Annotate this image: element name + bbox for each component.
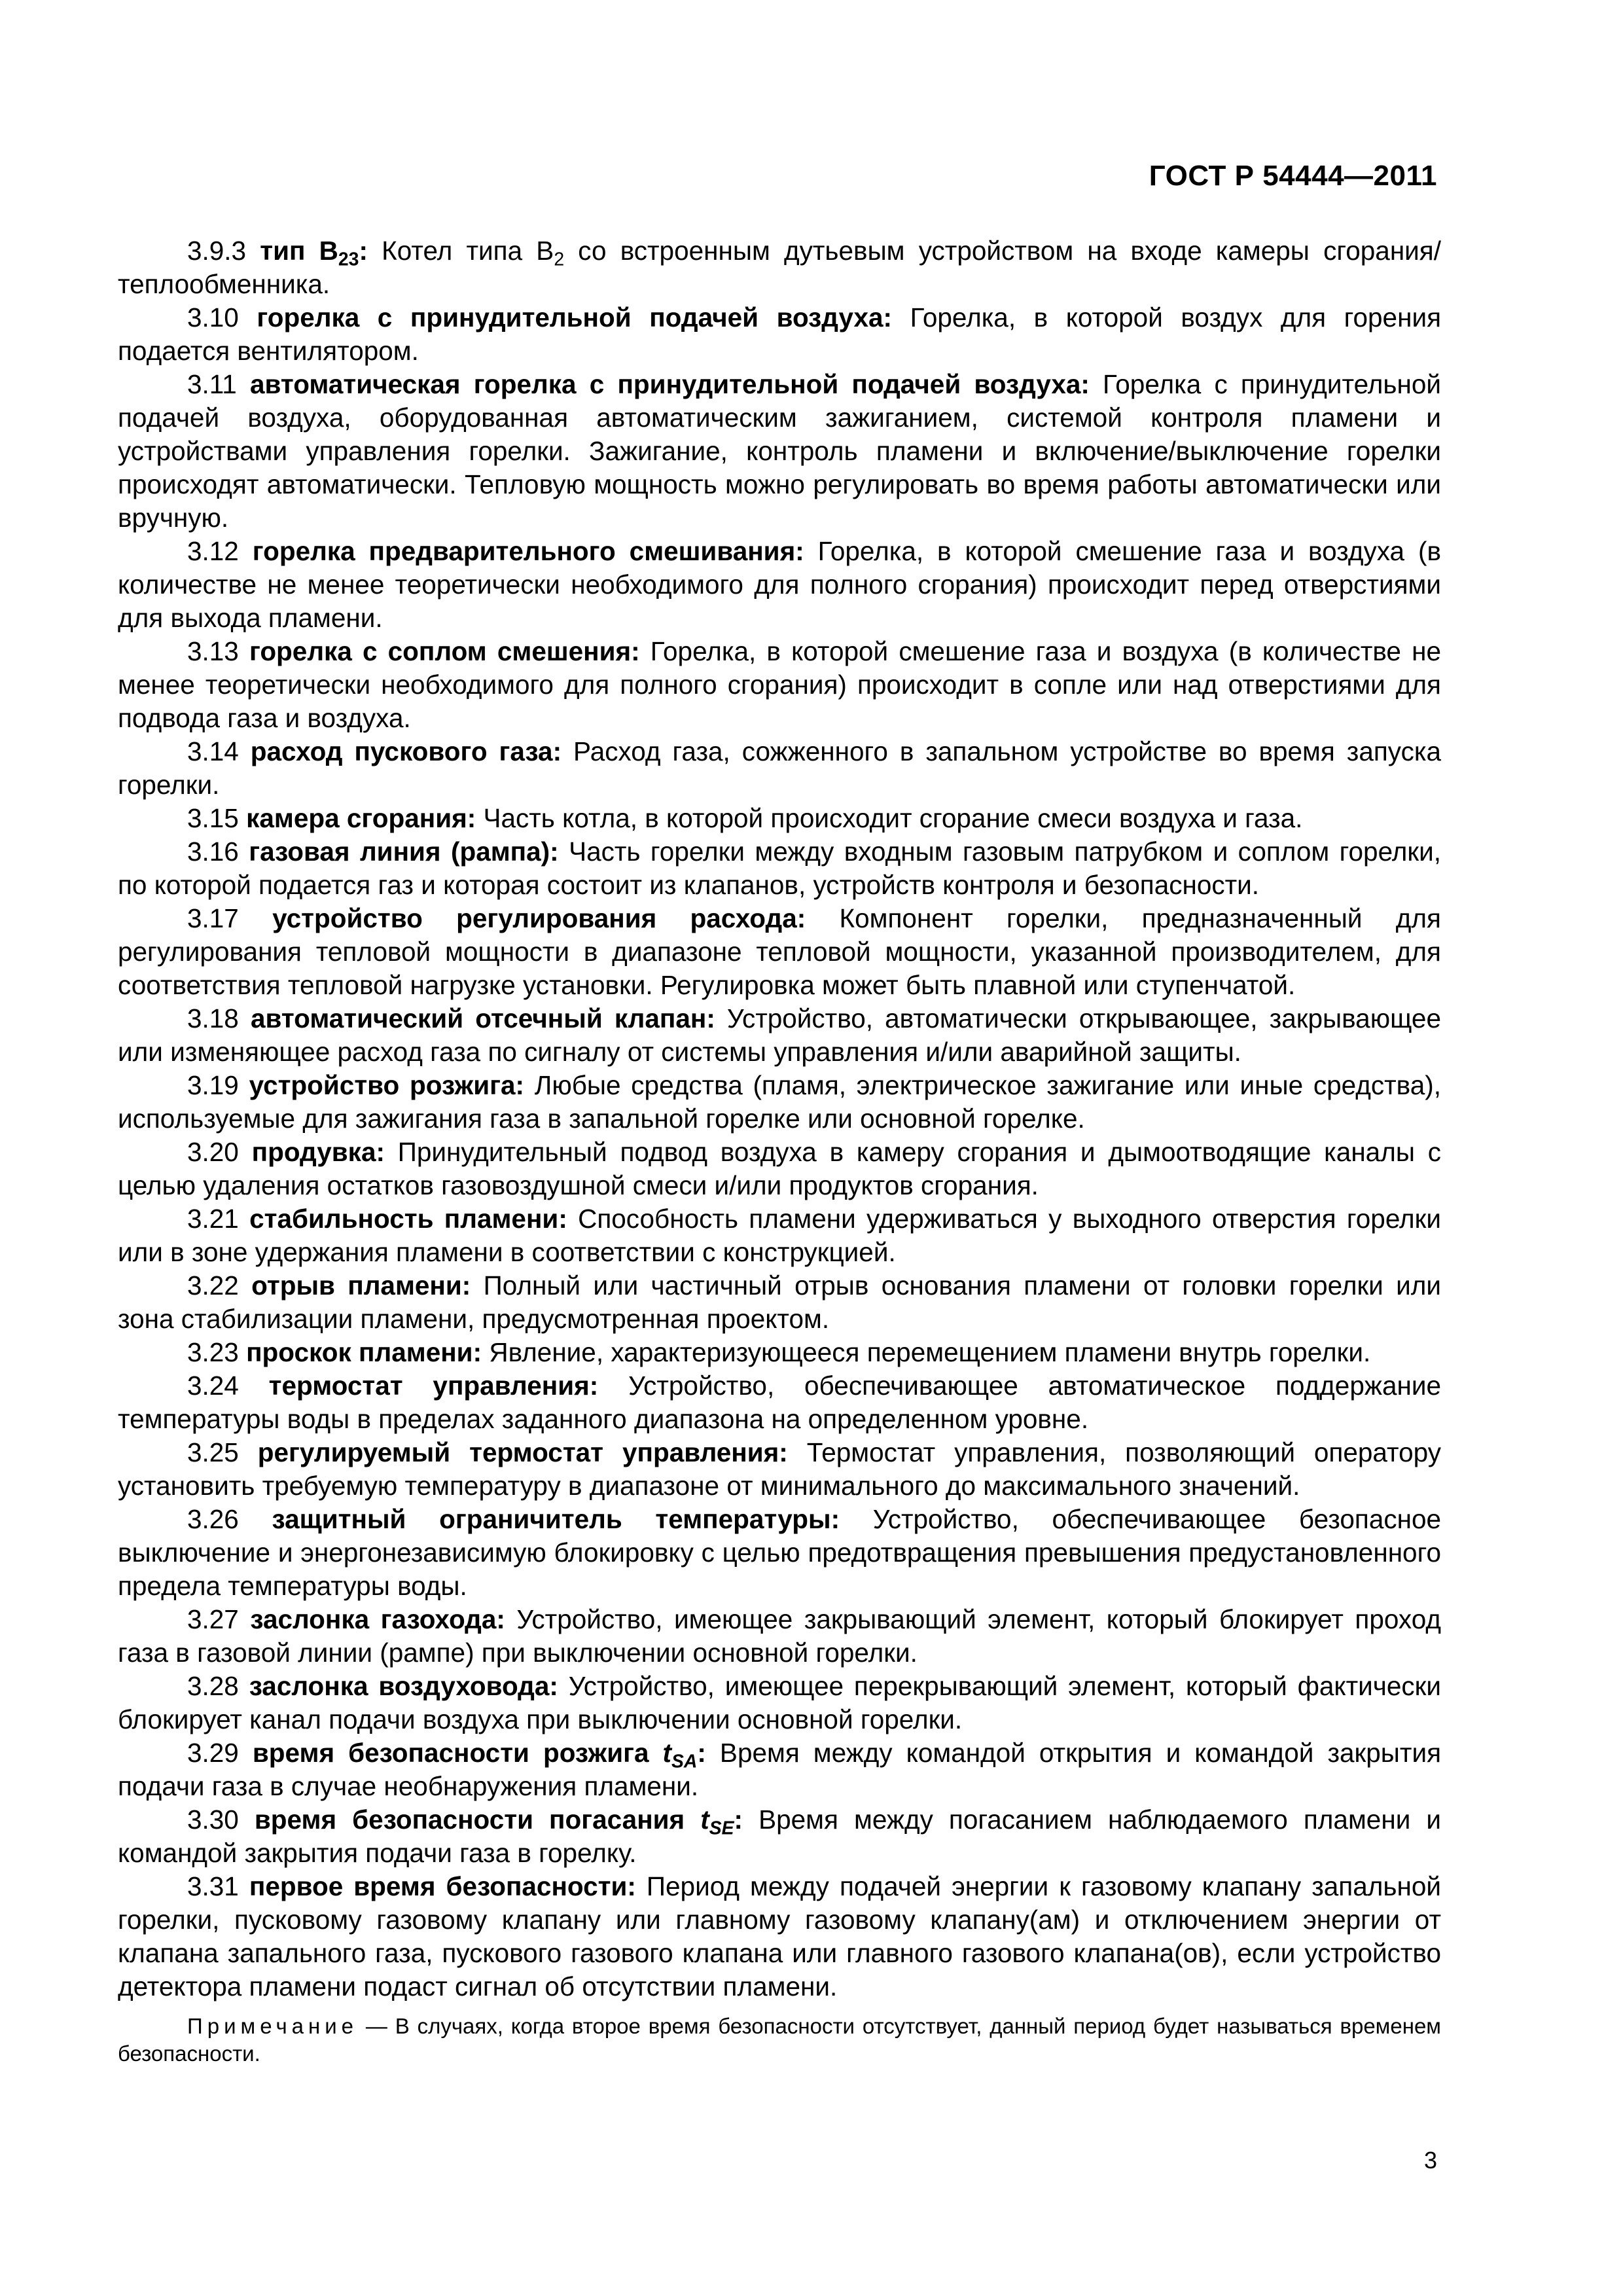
definition-term: проскок пламени: <box>246 1337 482 1367</box>
definition-3-29: 3.29 время безопасности розжига $t_{SA}$: Время между командой открытия и командой закрытия подачи газа в случае необнаружения пламени. <box>118 1738 1441 1801</box>
definition-text: Горелка, в которой смешение газа и воздуха (в количестве не менее теоретически необходимого для полного сгорания) происходит перед отверстиями для выхода пламени. <box>118 536 1441 633</box>
definition-term: заслонка газохода: <box>250 1604 505 1634</box>
definition-text: Устройство, обеспечивающее автоматическое поддержание температуры воды в пределах заданного диапазона на определенном уровне. <box>118 1371 1441 1434</box>
definition-term: термостат управления: <box>268 1371 599 1401</box>
definition-3-17: 3.17 устройство регулирования расхода: Компонент горелки, предназначенный для регулирования тепловой мощности в диапазоне тепловой мощности, указанной производителем, для соответствия тепловой нагрузке установки. Регулировка может быть плавной или ступенчатой. <box>118 903 1441 1000</box>
definition-term: отрыв пламени: <box>251 1270 471 1300</box>
definition-text: Принудительный подвод воздуха в камеру сгорания и дымоотводящие каналы с целью удаления остатков газовоздушной смеси и/или продуктов сгорания. <box>118 1137 1441 1200</box>
definition-3-13: 3.13 горелка с соплом смешения: Горелка, в которой смешение газа и воздуха (в количестве не менее теоретически необходимого для полного сгорания) происходит в сопле или над отверстиями для подвода газа и воздуха. <box>118 636 1441 733</box>
definition-term: устройство розжига: <box>249 1070 525 1100</box>
document-code: ГОСТ Р 54444—2011 <box>1149 160 1437 192</box>
definition-3-19: 3.19 устройство розжига: Любые средства (пламя, электрическое зажигание или иные средства), используемые для зажигания газа в запальной горелке или основной горелке. <box>118 1070 1441 1134</box>
definition-term: горелка предварительного смешивания: <box>252 536 804 566</box>
definition-text: Способность пламени удерживаться у выходного отверстия горелки или в зоне удержания пламени в соответствии с конструкцией. <box>118 1204 1441 1267</box>
definition-term: защитный ограничитель температуры: <box>272 1504 840 1534</box>
definition-text: Компонент горелки, предназначенный для регулирования тепловой мощности в диапазоне тепловой мощности, указанной производителем, для соответствия тепловой нагрузке установки. Регулировка может быть плавной или ступенчатой. <box>118 903 1441 1000</box>
definition-term: горелка с принудительной подачей воздуха: <box>257 302 893 332</box>
definition-3-28: 3.28 заслонка воздуховода: Устройство, имеющее перекрывающий элемент, который фактически блокирует канал подачи воздуха при выключении основной горелки. <box>118 1671 1441 1734</box>
definition-term: горелка с соплом смешения: <box>249 636 640 666</box>
definition-text: Устройство, автоматически открывающее, закрывающее или изменяющее расход газа по сигналу от системы управления и/или аварийной защиты. <box>118 1003 1441 1067</box>
definition-3-26: 3.26 защитный ограничитель температуры: Устройство, обеспечивающее безопасное выключение и энергонезависимую блокировку с целью предотвращения превышения предустановленного предела температуры воды. <box>118 1504 1442 1601</box>
definition-3-14: 3.14 расход пускового газа: Расход газа, сожженного в запальном устройстве во время запуска горелки. <box>118 736 1441 800</box>
definition-term: устройство регулирования расхода: <box>272 903 806 933</box>
definition-term: продувка: <box>251 1137 385 1167</box>
definition-3-24: 3.24 термостат управления: Устройство, обеспечивающее автоматическое поддержание температуры воды в пределах заданного диапазона на определенном уровне. <box>118 1371 1441 1434</box>
definition-3-25: 3.25 регулируемый термостат управления: Термостат управления, позволяющий оператору установить требуемую температуру в диапазоне от минимального до максимального значений. <box>118 1437 1441 1501</box>
definition-text: Устройство, обеспечивающее безопасное выключение и энергонезависимую блокировку с целью предотвращения превышения предустановленного предела температуры воды. <box>118 1504 1442 1601</box>
definition-text: Устройство, имеющее закрывающий элемент, который блокирует проход газа в газовой линии (рампе) при выключении основной горелки. <box>118 1604 1441 1668</box>
definition-term: камера сгорания: <box>246 803 476 833</box>
definition-term: автоматическая горелка с принудительной подачей воздуха: <box>250 369 1090 399</box>
definition-text: Термостат управления, позволяющий оператору установить требуемую температуру в диапазоне от минимального до максимального значений. <box>118 1437 1441 1501</box>
definition-text: Полный или частичный отрыв основания пламени от головки горелки или зона стабилизации пламени, предусмотренная проектом. <box>118 1270 1441 1334</box>
definition-3-18: 3.18 автоматический отсечный клапан: Устройство, автоматически открывающее, закрывающее или изменяющее расход газа по сигналу от системы управления и/или аварийной защиты. <box>118 1003 1441 1067</box>
definition-3-16: 3.16 газовая линия (рампа): Часть горелки между входным газовым патрубком и соплом горелки, по которой подается газ и которая состоит из клапанов, устройств контроля и безопасности. <box>118 836 1441 900</box>
definition-text: Явление, характеризующееся перемещением пламени внутрь горелки. <box>482 1337 1371 1367</box>
definition-text: Горелка, в которой смешение газа и воздуха (в количестве не менее теоретически необходимого для полного сгорания) происходит в сопле или над отверстиями для подвода газа и воздуха. <box>118 636 1441 733</box>
definition-term: автоматический отсечный клапан: <box>250 1003 715 1033</box>
definition-text: Любые средства (пламя, электрическое зажигание или иные средства), используемые для зажигания газа в запальной горелке или основной горелке. <box>118 1070 1441 1134</box>
page-number: 3 <box>1423 2147 1437 2174</box>
definition-3-9-3: 3.9.3 тип $В_{23}$: Котел типа $В_2$ со встроенным дутьевым устройством на входе камеры сгорания/теплообменника. <box>118 236 1441 299</box>
definition-3-22: 3.22 отрыв пламени: Полный или частичный отрыв основания пламени от головки горелки или зона стабилизации пламени, предусмотренная проектом. <box>118 1270 1441 1334</box>
definition-text: Расход газа, сожженного в запальном устройстве во время запуска горелки. <box>118 736 1441 800</box>
definition-term: регулируемый термостат управления: <box>257 1437 788 1467</box>
definition-term: первое время безопасности: <box>249 1871 636 1901</box>
note-text: — В случаях, когда второе время безопасности отсутствует, данный период будет называться временем безопасности. <box>118 2014 1441 2066</box>
definition-3-21: 3.21 стабильность пламени: Способность пламени удерживаться у выходного отверстия горелки или в зоне удержания пламени в соответствии с конструкцией. <box>118 1204 1441 1267</box>
definition-term: газовая линия (рампа): <box>249 836 559 867</box>
definition-3-12: 3.12 горелка предварительного смешивания: Горелка, в которой смешение газа и воздуха (в количестве не менее теоретически необходимого для полного сгорания) происходит перед отверстиями для выхода пламени. <box>118 536 1441 633</box>
definition-3-11: 3.11 автоматическая горелка с принудительной подачей воздуха: Горелка с принудительной подачей воздуха, оборудованная автоматическим зажиганием, системой контроля пламени и устройствами управления горелки. Зажигание, контроль пламени и включение/выключение горелки происходят автоматически. Тепловую мощность можно регулировать во время работы автоматически или вручную. <box>118 369 1441 533</box>
definition-term: тип $В_{23}$: <box>260 236 368 270</box>
definition-text: Часть горелки между входным газовым патрубком и соплом горелки, по которой подается газ и которая состоит из клапанов, устройств контроля и безопасности. <box>118 836 1441 900</box>
definition-3-23: 3.23 проскок пламени: Явление, характеризующееся перемещением пламени внутрь горелки. <box>187 1337 1371 1367</box>
definition-text: Время между командой открытия и командой закрытия подачи газа в случае необнаружения пламени. <box>118 1738 1441 1801</box>
definition-term: стабильность пламени: <box>249 1204 567 1234</box>
note <box>118 2013 1441 2068</box>
definition-term: время безопасности погасания $t_{SE}$: <box>254 1804 743 1839</box>
definition-term: заслонка воздуховода: <box>249 1671 558 1701</box>
definition-text: Устройство, имеющее перекрывающий элемент, который фактически блокирует канал подачи воздуха при выключении основной горелки. <box>118 1671 1441 1734</box>
definition-3-31: 3.31 первое время безопасности: Период между подачей энергии к газовому клапану запальной горелки, пусковому газовому клапану или главному газовому клапану(ам) и отключением энергии от клапана запального газа, пускового газового клапана или главного газового клапана(ов), если устройство детектора пламени подаст сигнал об отсутствии пламени. <box>118 1871 1441 2001</box>
definition-3-27: 3.27 заслонка газохода: Устройство, имеющее закрывающий элемент, который блокирует проход газа в газовой линии (рампе) при выключении основной горелки. <box>118 1604 1441 1668</box>
definitions-body <box>118 234 1441 2089</box>
definition-text: Период между подачей энергии к газовому клапану запальной горелки, пусковому газовому клапану или главному газовому клапану(ам) и отключением энергии от клапана запального газа, пускового газового клапана или главного газового клапана(ов), если устройство детектора пламени подаст сигнал об отсутствии пламени. <box>118 1871 1441 2001</box>
definition-3-10: 3.10 горелка с принудительной подачей воздуха: Горелка, в которой воздух для горения подается вентилятором. <box>118 302 1441 366</box>
definition-3-30: 3.30 время безопасности погасания $t_{SE}$: Время между погасанием наблюдаемого пламени и командой закрытия подачи газа в горелку. <box>118 1804 1441 1868</box>
definition-text: Горелка, в которой воздух для горения подается вентилятором. <box>118 302 1441 366</box>
definition-text: Время между погасанием наблюдаемого пламени и командой закрытия подачи газа в горелку. <box>118 1804 1441 1868</box>
definition-text: Горелка с принудительной подачей воздуха, оборудованная автоматическим зажиганием, системой контроля пламени и устройствами управления горелки. Зажигание, контроль пламени и включение/выключение горелки происходят автоматически. Тепловую мощность можно регулировать во время работы автоматически или вручную. <box>118 369 1441 533</box>
definition-term: расход пускового газа: <box>250 736 562 766</box>
definition-3-20: 3.20 продувка: Принудительный подвод воздуха в камеру сгорания и дымоотводящие каналы с целью удаления остатков газовоздушной смеси и/или продуктов сгорания. <box>118 1137 1441 1200</box>
definition-term: время безопасности розжига $t_{SA}$: <box>252 1738 706 1772</box>
note-label: Примечание <box>187 2014 359 2038</box>
definition-text: Часть котла, в которой происходит сгорание смеси воздуха и газа. <box>476 803 1303 833</box>
definition-3-15: 3.15 камера сгорания: Часть котла, в которой происходит сгорание смеси воздуха и газа. <box>187 803 1303 833</box>
